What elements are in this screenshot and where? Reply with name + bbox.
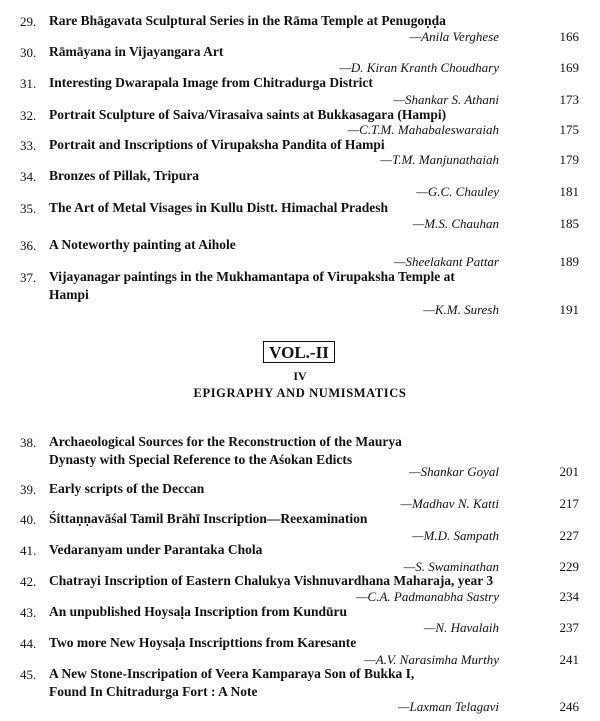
entry-author: —C.A. Padmanabha Sastry (356, 589, 499, 604)
entry-author: —D. Kiran Kranth Choudhary (339, 60, 499, 75)
entry-number: 45. (20, 667, 37, 682)
entry-author: —K.M. Suresh (423, 302, 499, 317)
entry-author: —Shankar Goyal (409, 464, 499, 479)
entry-page: 189 (559, 254, 579, 269)
entry-page: 234 (559, 589, 579, 604)
entry-number: 41. (20, 543, 37, 558)
entry-title: Interesting Dwarapala Image from Chitradurga District (49, 75, 373, 90)
entry-number: 37. (20, 270, 37, 285)
entry-title: Śittaṇṇavāśal Tamil Brāhī Inscription—Reexamination (49, 511, 368, 526)
entry-number: 42. (20, 574, 37, 589)
entry-title: Vedaranyam under Parantaka Chola (49, 542, 263, 557)
entry-page: 229 (559, 559, 579, 574)
entry-author: —T.M. Manjunathaiah (380, 152, 499, 167)
entry-page: 237 (559, 620, 579, 635)
entry-number: 33. (20, 138, 37, 153)
entry-title: A New Stone-Inscripation of Veera Kamparaya Son of Bukka I, Found In Chitradurga Fort : A Note (49, 666, 415, 699)
entry-title: An unpublished Hoysaḷa Inscription from Kundūru (49, 604, 347, 619)
entry-number: 32. (20, 108, 37, 123)
entry-page: 241 (559, 652, 579, 667)
entry-author: —Sheelakant Pattar (393, 254, 499, 269)
entry-author: —C.T.M. Mahabaleswaraiah (347, 122, 499, 137)
entry-title: Early scripts of the Deccan (49, 481, 205, 496)
entry-page: 169 (559, 60, 579, 75)
entry-number: 44. (20, 636, 37, 651)
entry-author: —A.V. Narasimha Murthy (364, 652, 499, 667)
entry-title: Archaeological Sources for the Reconstruction of the Maurya Dynasty with Special Reference to the Aśokan Edicts (49, 434, 402, 467)
entry-author: —M.S. Chauhan (412, 216, 499, 231)
entry-title: The Art of Metal Visages in Kullu Distt. Himachal Pradesh (49, 200, 388, 215)
entry-page: 217 (559, 496, 579, 511)
entry-title: Rāmāyana in Vijayangara Art (49, 44, 224, 59)
entry-title: Rare Bhāgavata Sculptural Series in the Rāma Temple at Penugoṇḍa (49, 13, 446, 28)
entry-page: 227 (559, 528, 579, 543)
entry-author: —S. Swaminathan (403, 559, 499, 574)
entry-page: 201 (559, 464, 579, 479)
entry-page: 185 (559, 216, 579, 231)
entry-title: Portrait and Inscriptions of Virupaksha Pandita of Hampi (49, 137, 385, 152)
section-title: EPIGRAPHY AND NUMISMATICS (193, 386, 407, 400)
entry-number: 38. (20, 435, 37, 450)
entry-number: 30. (20, 45, 37, 60)
entry-page: 181 (559, 184, 579, 199)
entry-author: —Anila Verghese (409, 29, 499, 44)
entry-title: Portrait Sculpture of Saiva/Virasaiva saints at Bukkasagara (Hampi) (49, 107, 447, 122)
entry-title: Vijayanagar paintings in the Mukhamantapa of Virupaksha Temple at Hampi (49, 269, 455, 302)
entry-author: —N. Havalaih (423, 620, 499, 635)
entry-number: 31. (20, 76, 37, 91)
entry-title: Chatrayi Inscription of Eastern Chalukya Vishnuvardhana Maharaja, year 3 (49, 573, 494, 588)
entry-title: A Noteworthy painting at Aihole (49, 237, 236, 252)
entry-number: 39. (20, 482, 37, 497)
entry-page: 179 (559, 152, 579, 167)
entry-author: —Madhav N. Katti (400, 496, 499, 511)
entry-page: 191 (559, 302, 579, 317)
entry-author: —Laxman Telagavi (398, 699, 499, 714)
entry-number: 34. (20, 169, 37, 184)
entry-page: 166 (559, 29, 579, 44)
entry-number: 36. (20, 238, 37, 253)
entry-page: 175 (559, 122, 579, 137)
section-number: IV (293, 369, 307, 383)
entry-number: 40. (20, 512, 37, 527)
entry-number: 43. (20, 605, 37, 620)
entry-title: Bronzes of Pillak, Tripura (49, 168, 200, 183)
volume-label: VOL.-II (263, 341, 335, 363)
entry-page: 173 (559, 92, 579, 107)
entry-author: —Shankar S. Athani (393, 92, 499, 107)
entry-number: 29. (20, 14, 37, 29)
entry-author: —M.D. Sampath (411, 528, 499, 543)
entry-number: 35. (20, 201, 37, 216)
entry-author: —G.C. Chauley (416, 184, 499, 199)
entry-page: 246 (559, 699, 579, 714)
entry-title: Two more New Hoysaḷa Inscripttions from Karesante (49, 635, 357, 650)
